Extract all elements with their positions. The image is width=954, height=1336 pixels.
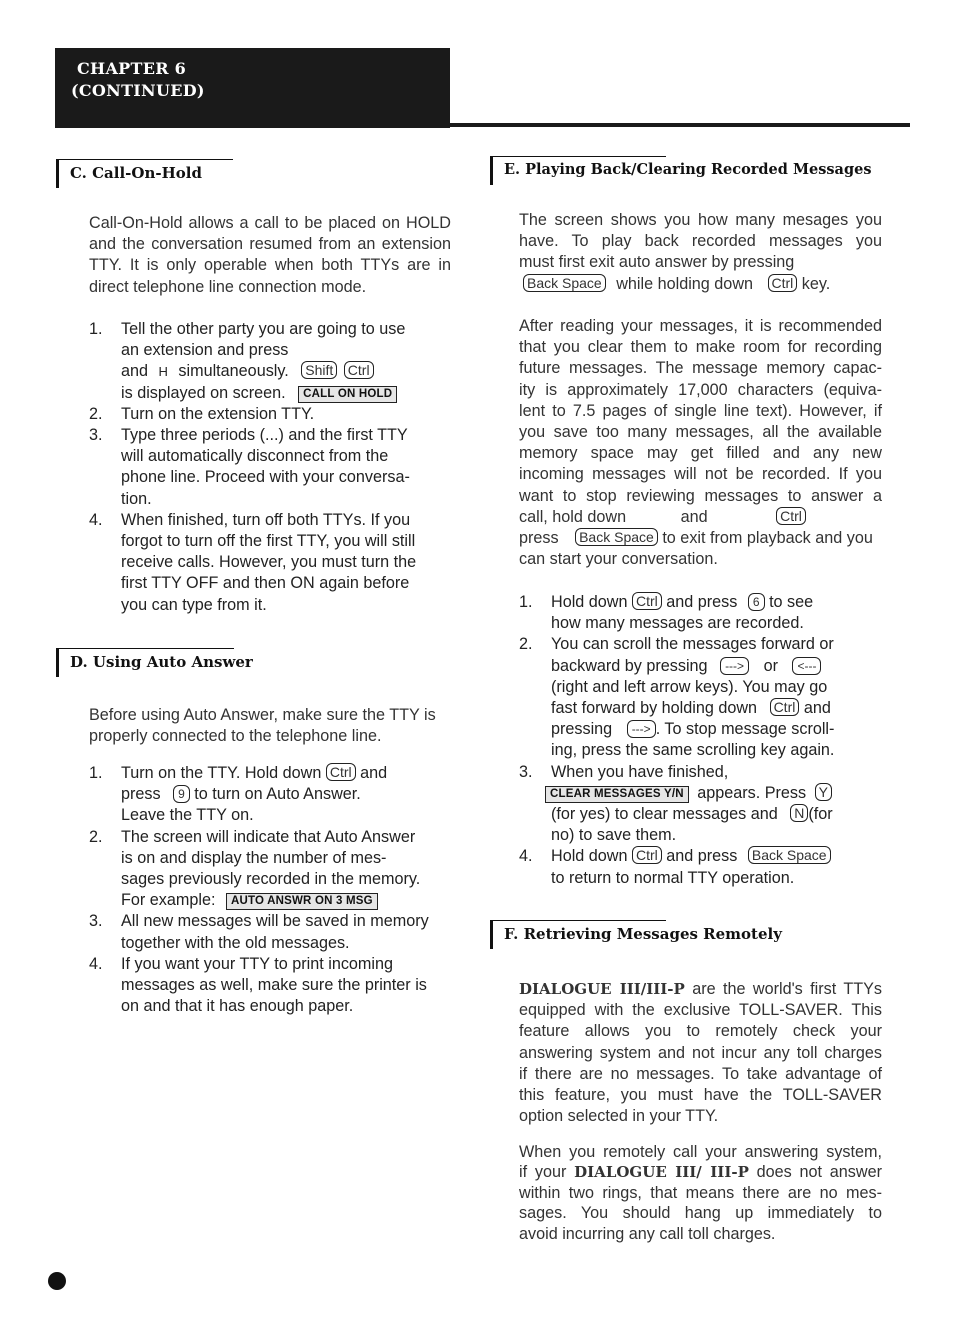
ctrl-key-icon: Ctrl <box>344 361 374 379</box>
text-line: an extension and press <box>121 341 289 360</box>
text-line: want to stop reviewing messages to answer a <box>519 486 882 505</box>
text-line <box>551 698 889 719</box>
text-line <box>121 763 459 784</box>
text-line: The screen shows you how many mesages you <box>519 211 882 229</box>
text-line: will automatically disconnect from the <box>121 447 389 466</box>
list-item <box>89 827 459 912</box>
section-f-p1 <box>519 979 882 1127</box>
text-line <box>121 383 459 404</box>
six-key-icon: 6 <box>748 593 765 611</box>
text-span: (for <box>808 805 833 824</box>
text-line: have. To play back recorded messages you <box>519 232 882 251</box>
section-c-steps <box>89 319 459 616</box>
display-message: AUTO ANSWR ON 3 MSG <box>226 893 378 910</box>
text-line: phone line. Proceed with your conversa- <box>121 468 410 487</box>
text-span: to turn on Auto Answer. <box>194 785 361 804</box>
text-span: and <box>680 507 708 526</box>
text-span: press <box>519 529 559 548</box>
text-span: and <box>360 764 388 782</box>
step-number: 2. <box>519 635 533 654</box>
section-d-intro <box>89 705 459 747</box>
page-marker-dot <box>48 1272 66 1290</box>
list-item <box>89 425 459 510</box>
text-line <box>551 656 889 677</box>
text-span: (for yes) to clear messages and <box>551 805 778 824</box>
backspace-key-icon: Back Space <box>748 846 831 864</box>
text-line <box>551 719 889 740</box>
text-line: on and that it has enough paper. <box>121 997 354 1016</box>
text-line: must first exit auto answer by pressing <box>519 253 795 272</box>
text-span: pressing <box>551 720 613 739</box>
text-span: and press <box>666 593 738 611</box>
text-line: incoming messages will not be recorded. If you <box>519 465 882 484</box>
step-number: 1. <box>89 764 103 782</box>
text-line <box>519 528 882 549</box>
text-span: Turn on the TTY. Hold down <box>121 764 322 782</box>
backspace-key-icon: Back Space <box>523 274 606 292</box>
chapter-header <box>55 48 450 128</box>
text-span: or <box>763 656 778 675</box>
text-line: that you clear them to make room for recording <box>519 338 882 357</box>
text-line: if there are no messages. To take advantage of <box>519 1064 882 1083</box>
list-item <box>519 592 889 634</box>
text-line: option selected in your TTY. <box>519 1107 719 1126</box>
text-line: future messages. The message memory capac- <box>519 359 882 378</box>
text-line: All new messages will be saved in memory <box>121 912 429 931</box>
step-number: 4. <box>519 847 533 866</box>
text-line: (right and left arrow keys). You may go <box>551 677 828 696</box>
text-line <box>519 507 882 528</box>
text-span: Hold down <box>551 593 628 611</box>
list-item <box>89 404 459 425</box>
text-line: together with the old messages. <box>121 933 350 952</box>
text-span: is displayed on screen. <box>121 383 286 402</box>
step-number: 4. <box>89 954 103 973</box>
key-letter: H <box>158 364 168 380</box>
header-rule <box>450 123 910 127</box>
text-line: equipped with the exclusive TOLL-SAVER. This <box>519 1001 882 1020</box>
text-span: to exit from playback and you <box>662 529 873 548</box>
step-number: 3. <box>89 912 103 931</box>
ctrl-key-icon: Ctrl <box>632 846 662 864</box>
step-number: 1. <box>519 593 533 611</box>
text-line: lent to 7.5 pages of single line text). However, if <box>519 401 882 420</box>
text-line: ity is approximately 17,000 characters (equiva- <box>519 380 882 399</box>
text-line <box>551 846 889 867</box>
text-line: Leave the TTY on. <box>121 806 254 825</box>
step-number: 2. <box>89 404 103 423</box>
n-key-icon: N <box>790 804 808 822</box>
step-number: 2. <box>89 827 103 846</box>
text-line: sages previously recorded in the memory. <box>121 870 421 889</box>
right-arrow-key-icon: ---> <box>627 720 656 738</box>
text-line: can start your conversation. <box>519 550 718 569</box>
text-line: After reading your messages, it is recommended <box>519 317 882 335</box>
list-item <box>89 911 459 953</box>
nine-key-icon: 9 <box>173 785 190 803</box>
text-line <box>551 783 889 804</box>
text-line: messages as well, make sure the printer is <box>121 976 427 995</box>
text-span: appears. Press <box>697 783 807 802</box>
text-line <box>551 592 889 613</box>
text-line: and the conversation resumed from an extension <box>89 235 451 254</box>
chapter-continued: (CONTINUED) <box>71 81 205 100</box>
chapter-title: CHAPTER 6 <box>77 59 187 78</box>
display-message: CLEAR MESSAGES Y/N <box>545 786 689 803</box>
text-line: receive calls. However, you must turn the <box>121 553 417 572</box>
text-span: simultaneously. <box>178 362 289 381</box>
text-span: call, hold down <box>519 507 627 526</box>
text-line: When finished, turn off both TTYs. If you <box>121 510 411 529</box>
backspace-key-icon: Back Space <box>575 528 658 546</box>
text-span: are the world's first TTYs <box>692 980 883 998</box>
text-line: within two rings, that means there are no mes- <box>519 1183 882 1202</box>
text-line: answering system and not incur any toll charges <box>519 1043 882 1062</box>
text-line: Tell the other party you are going to use <box>121 320 406 338</box>
section-c-intro <box>89 213 451 298</box>
text-line: Type three periods (...) and the first TTY <box>121 426 408 445</box>
text-line: feature allows you to remotely check your <box>519 1022 882 1041</box>
text-line: Call-On-Hold allows a call to be placed on HOLD <box>89 214 451 232</box>
text-line <box>121 890 459 911</box>
display-message: CALL ON HOLD <box>298 386 397 403</box>
text-line: sages. You should hang up immediately to <box>519 1204 882 1223</box>
text-line: avoid incurring any call toll charges. <box>519 1224 776 1243</box>
section-f-heading: F. Retrieving Messages Remotely <box>490 921 782 949</box>
step-number: 3. <box>89 426 103 445</box>
text-span: backward by pressing <box>551 656 708 675</box>
text-line: you save too many messages, all the available <box>519 423 882 442</box>
text-span: and <box>803 699 831 718</box>
right-arrow-key-icon: ---> <box>720 657 749 675</box>
list-item <box>89 319 459 404</box>
text-line: Before using Auto Answer, make sure the TTY is <box>89 706 436 724</box>
list-item <box>89 954 459 1018</box>
text-line: how many messages are recorded. <box>551 614 804 633</box>
text-line: is on and display the number of mes- <box>121 848 387 867</box>
text-line <box>121 784 459 805</box>
section-e-heading: E. Playing Back/Clearing Recorded Messages <box>490 157 871 185</box>
ctrl-key-icon: Ctrl <box>326 763 356 781</box>
text-line: You can scroll the messages forward or <box>551 635 834 654</box>
text-span: and press <box>666 847 738 866</box>
text-line <box>519 274 882 295</box>
text-span: Hold down <box>551 847 628 866</box>
text-span: and <box>121 362 149 381</box>
ctrl-key-icon: Ctrl <box>768 274 798 292</box>
text-line: Turn on the extension TTY. <box>121 404 315 423</box>
shift-key-icon: Shift <box>301 361 337 379</box>
y-key-icon: Y <box>815 783 832 801</box>
text-line: you can type from it. <box>121 595 267 614</box>
section-f-p2 <box>519 1142 882 1244</box>
text-line: If you want your TTY to print incoming <box>121 954 394 973</box>
text-span: . To stop message scroll- <box>655 720 835 739</box>
text-span: while holding down <box>616 274 754 293</box>
text-span: fast forward by holding down <box>551 699 758 718</box>
text-line <box>519 979 882 1000</box>
text-line: The screen will indicate that Auto Answer <box>121 827 416 846</box>
text-line: When you remotely call your answering system, <box>519 1143 882 1161</box>
section-e-steps <box>519 592 889 889</box>
ctrl-key-icon: Ctrl <box>776 507 806 525</box>
text-line <box>551 804 889 825</box>
text-line: When you have finished, <box>551 762 729 781</box>
list-item <box>519 846 889 888</box>
text-line: no) to save them. <box>551 826 677 845</box>
brand-name: DIALOGUE III/III-P <box>519 980 685 998</box>
text-span: does not answer <box>756 1163 882 1182</box>
text-line: properly connected to the telephone line. <box>89 727 382 746</box>
text-span: key. <box>801 274 831 293</box>
text-line: first TTY OFF and then ON again before <box>121 574 410 593</box>
list-item <box>519 634 889 761</box>
list-item <box>89 510 459 616</box>
section-d-steps <box>89 763 459 1017</box>
step-number: 4. <box>89 510 103 529</box>
text-line: to return to normal TTY operation. <box>551 868 795 887</box>
text-line: memory space may get filled and any new <box>519 444 882 463</box>
section-e-p2 <box>519 316 882 570</box>
text-span: if your <box>519 1163 567 1182</box>
ctrl-key-icon: Ctrl <box>770 698 800 716</box>
text-line <box>121 361 459 382</box>
ctrl-key-icon: Ctrl <box>632 592 662 610</box>
section-e-p1 <box>519 210 882 295</box>
text-line: this feature, you must have the TOLL-SAVER <box>519 1086 882 1105</box>
brand-name: DIALOGUE III/ III-P <box>574 1163 749 1182</box>
text-line <box>519 1162 882 1182</box>
step-number: 3. <box>519 762 533 781</box>
list-item <box>89 763 459 827</box>
section-d-heading: D. Using Auto Answer <box>56 649 253 677</box>
list-item <box>519 762 889 847</box>
section-c-heading: C. Call-On-Hold <box>56 160 202 188</box>
text-span: to see <box>769 593 814 611</box>
text-span: For example: <box>121 891 216 910</box>
text-span: press <box>121 785 161 804</box>
left-arrow-key-icon: <--- <box>792 657 821 675</box>
text-line: tion. <box>121 489 152 508</box>
text-line: ing, press the same scrolling key again. <box>551 741 835 760</box>
text-line: forgot to turn off the first TTY, you will still <box>121 532 416 551</box>
text-line: TTY. It is only operable when both TTYs are in <box>89 256 451 275</box>
step-number: 1. <box>89 320 103 338</box>
text-line: direct telephone line connection mode. <box>89 277 367 296</box>
